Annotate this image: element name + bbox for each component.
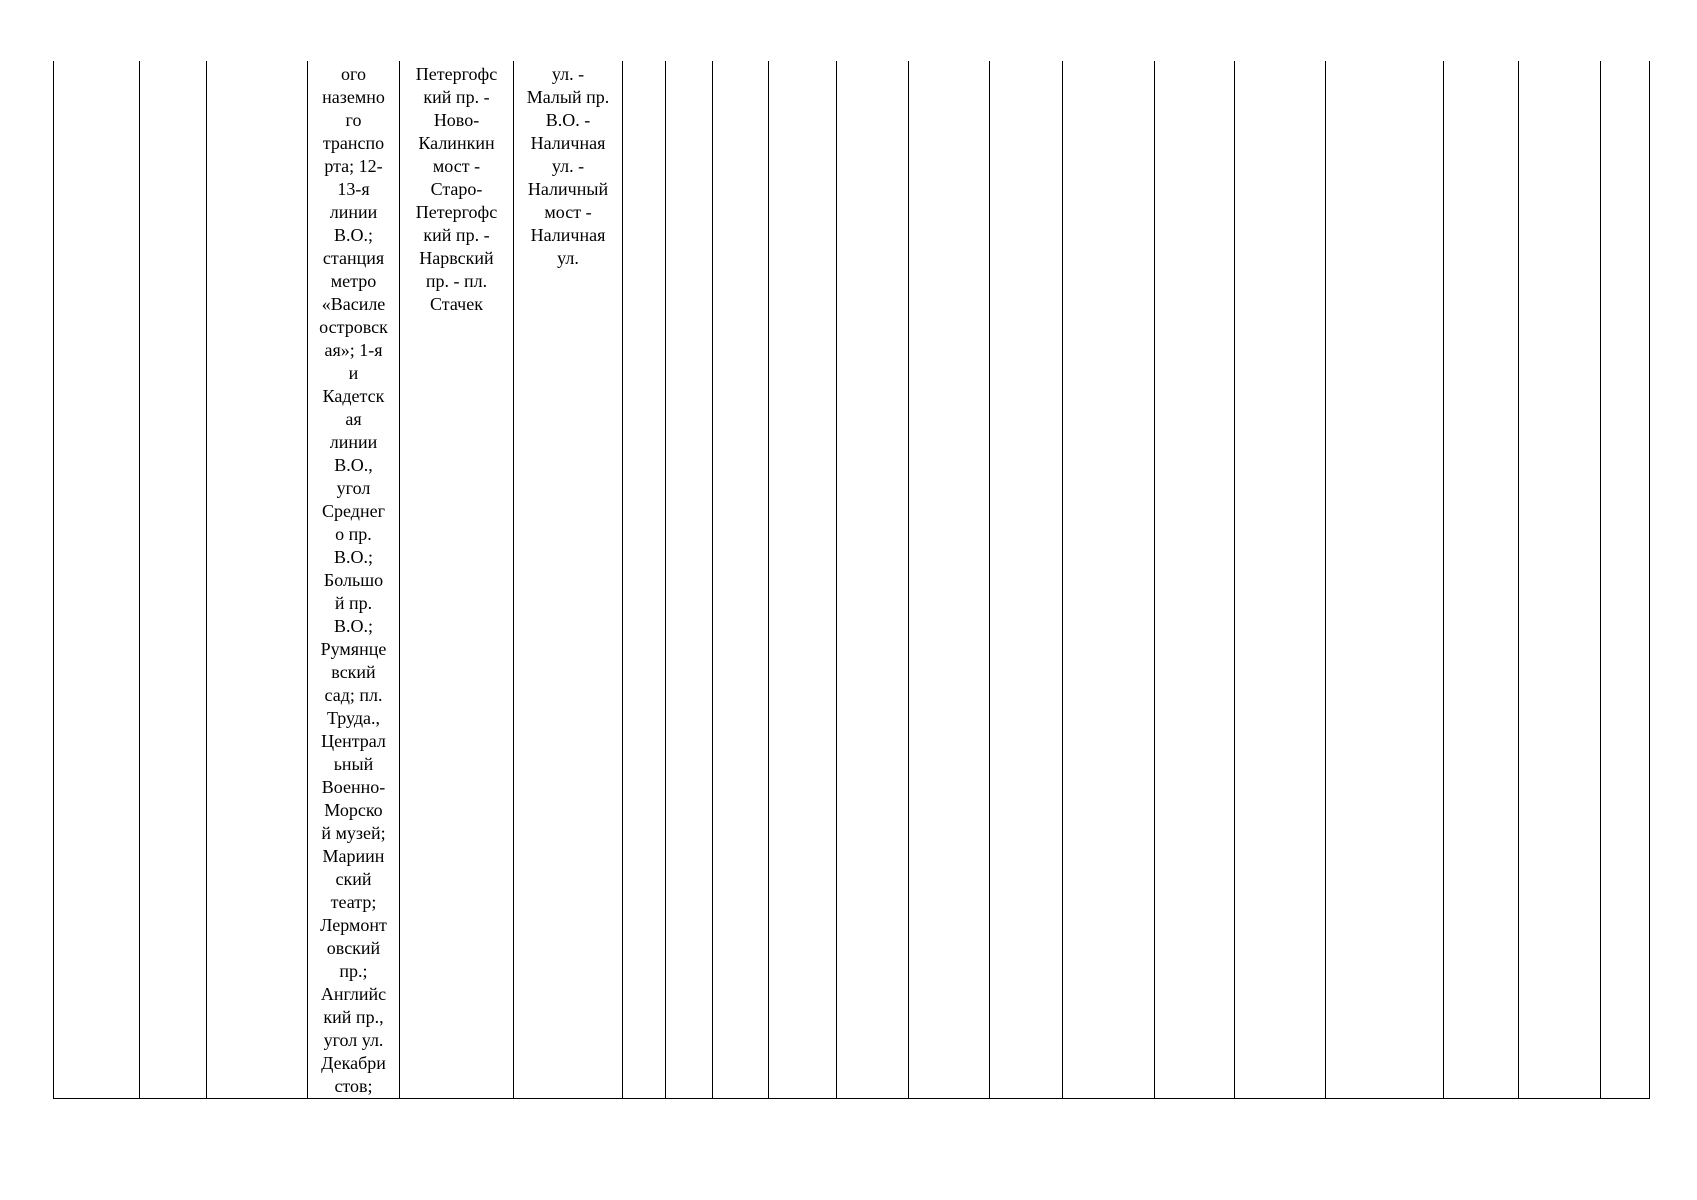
table-cell-col11 <box>837 61 909 1099</box>
table-row <box>54 61 1650 1099</box>
route-return-text: ул. - Малый пр. В.О. - Наличная ул. - Наличный мост - Наличная ул. <box>526 64 610 268</box>
table-cell-col19 <box>1519 61 1601 1099</box>
table-cell-col20 <box>1601 61 1650 1099</box>
table-cell-col7 <box>623 61 666 1099</box>
document-table-container <box>53 61 1650 1099</box>
table-cell-col10 <box>769 61 837 1099</box>
table-cell-col6 <box>514 61 623 1099</box>
table-cell-col15 <box>1155 61 1235 1099</box>
table-cell-col13 <box>990 61 1063 1099</box>
table-cell-col5 <box>400 61 514 1099</box>
table-cell-col9 <box>713 61 769 1099</box>
table-cell-col1 <box>54 61 140 1099</box>
table-cell-col3 <box>207 61 308 1099</box>
route-table <box>53 61 1650 1099</box>
table-cell-col2 <box>140 61 207 1099</box>
table-cell-col12 <box>909 61 990 1099</box>
route-forward-text: Петергофс кий пр. - Ново- Калинкин мост - Старо- Петергофс кий пр. - Нарвский пр. - пл. Стачек <box>415 64 498 314</box>
stops-list-text: ого наземно го транспо рта; 12- 13-я линии В.О.; станция метро «Василе островск ая»; 1-я и Кадетск ая линии В.О., угол Среднег о пр. В.О.; Большо й пр. В.О.; Румянце вский сад; пл. Труда., Централ ьный Военно- Морско й музей; Мариин ский театр; Лермонт овский пр.; Английс кий пр., угол ул. Декабри стов; <box>319 64 388 1096</box>
table-cell-col4 <box>308 61 400 1099</box>
table-cell-col18 <box>1444 61 1519 1099</box>
table-cell-col16 <box>1235 61 1326 1099</box>
table-cell-col17 <box>1326 61 1444 1099</box>
table-cell-col14 <box>1063 61 1155 1099</box>
table-cell-col8 <box>666 61 713 1099</box>
